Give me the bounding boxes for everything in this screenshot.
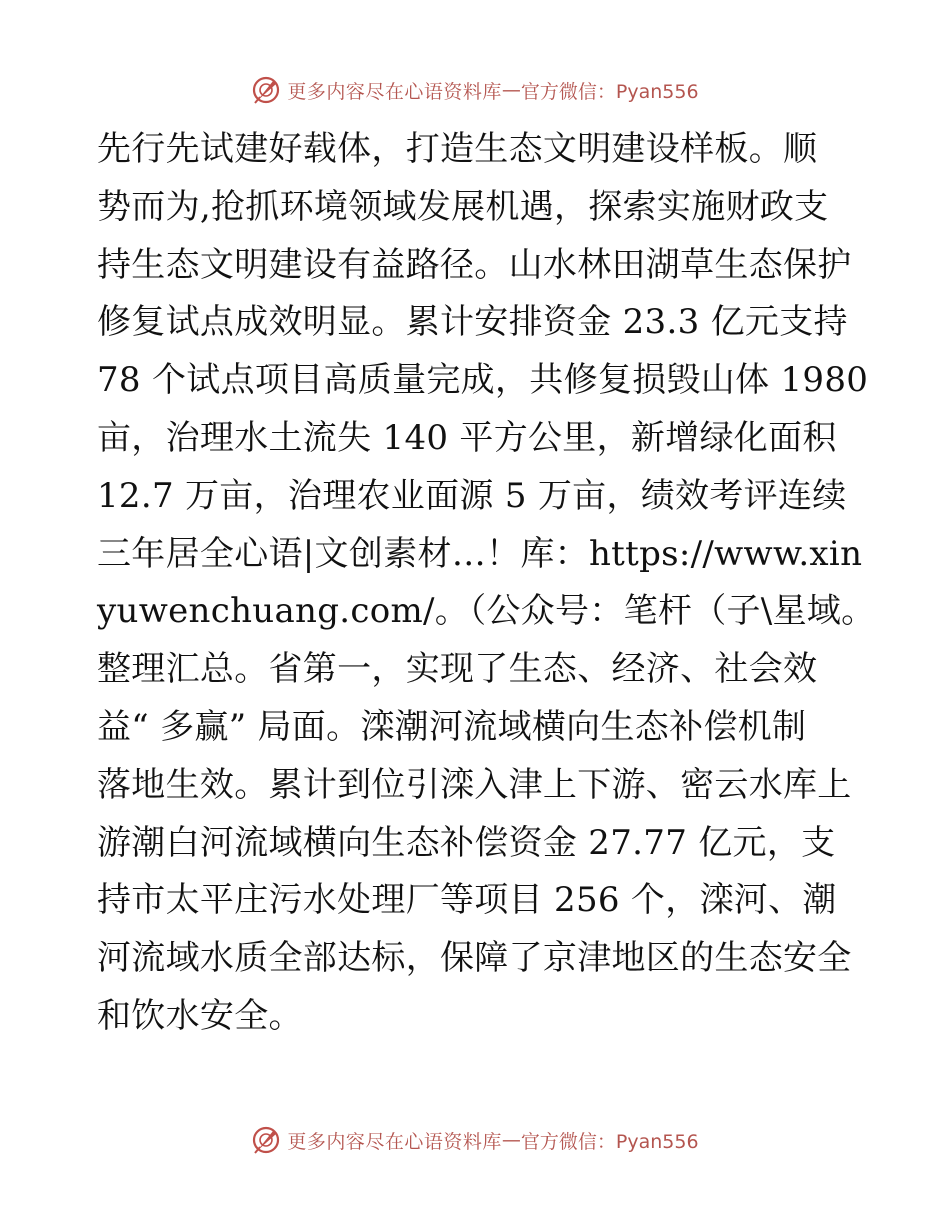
footer-separator: — xyxy=(501,1129,521,1151)
body-line: 游潮白河流域横向生态补偿资金 27.77 亿元，支 xyxy=(97,822,836,863)
body-line: 持市太平庄污水处理厂等项目 256 个，滦河、潮 xyxy=(97,880,837,921)
body-line: 和饮水安全。 xyxy=(97,995,303,1036)
header-wechat: 官方微信：Pyan556 xyxy=(520,80,699,103)
body-line: 河流域水质全部达标，保障了京津地区的生态安全 xyxy=(97,938,852,979)
body-line: 78 个试点项目高质量完成，共修复损毁山体 1980 xyxy=(97,360,869,401)
body-line: 落地生效。累计到位引滦入津上下游、密云水库上 xyxy=(97,764,852,805)
body-line: 持生态文明建设有益路径。山水林田湖草生态保护 xyxy=(97,244,852,285)
body-line: 势而为,抢抓环境领域发展机遇，探索实施财政支 xyxy=(97,186,829,227)
body-line: 修复试点成效明显。累计安排资金 23.3 亿元支持 xyxy=(97,302,848,343)
body-line: 益“ 多赢” 局面。滦潮河流域横向生态补偿机制 xyxy=(97,706,807,747)
header-separator: — xyxy=(501,79,521,101)
quill-logo-icon xyxy=(251,75,281,105)
body-line: 12.7 万亩，治理农业面源 5 万亩，绩效考评连续 xyxy=(97,475,847,516)
body-line: 整理汇总。省第一，实现了生态、经济、社会效 xyxy=(97,649,818,690)
body-line: yuwenchuang.com/。（公众号：笔杆（子\星域。 xyxy=(97,591,876,632)
footer-banner-text: 更多内容尽在心语资料库 xyxy=(287,1130,502,1153)
body-line: 先行先试建好载体，打造生态文明建设样板。顺 xyxy=(97,129,818,169)
header-banner xyxy=(0,73,950,107)
footer-banner xyxy=(0,1123,950,1157)
quill-logo-icon xyxy=(251,1125,281,1155)
document-body xyxy=(97,121,876,1046)
body-line: 亩，治理水土流失 140 平方公里，新增绿化面积 xyxy=(97,417,837,458)
header-banner-text: 更多内容尽在心语资料库 xyxy=(287,80,502,103)
footer-wechat: 官方微信：Pyan556 xyxy=(520,1130,699,1153)
body-line: 三年居全心语|文创素材…！库：https://www.xin xyxy=(97,533,863,574)
